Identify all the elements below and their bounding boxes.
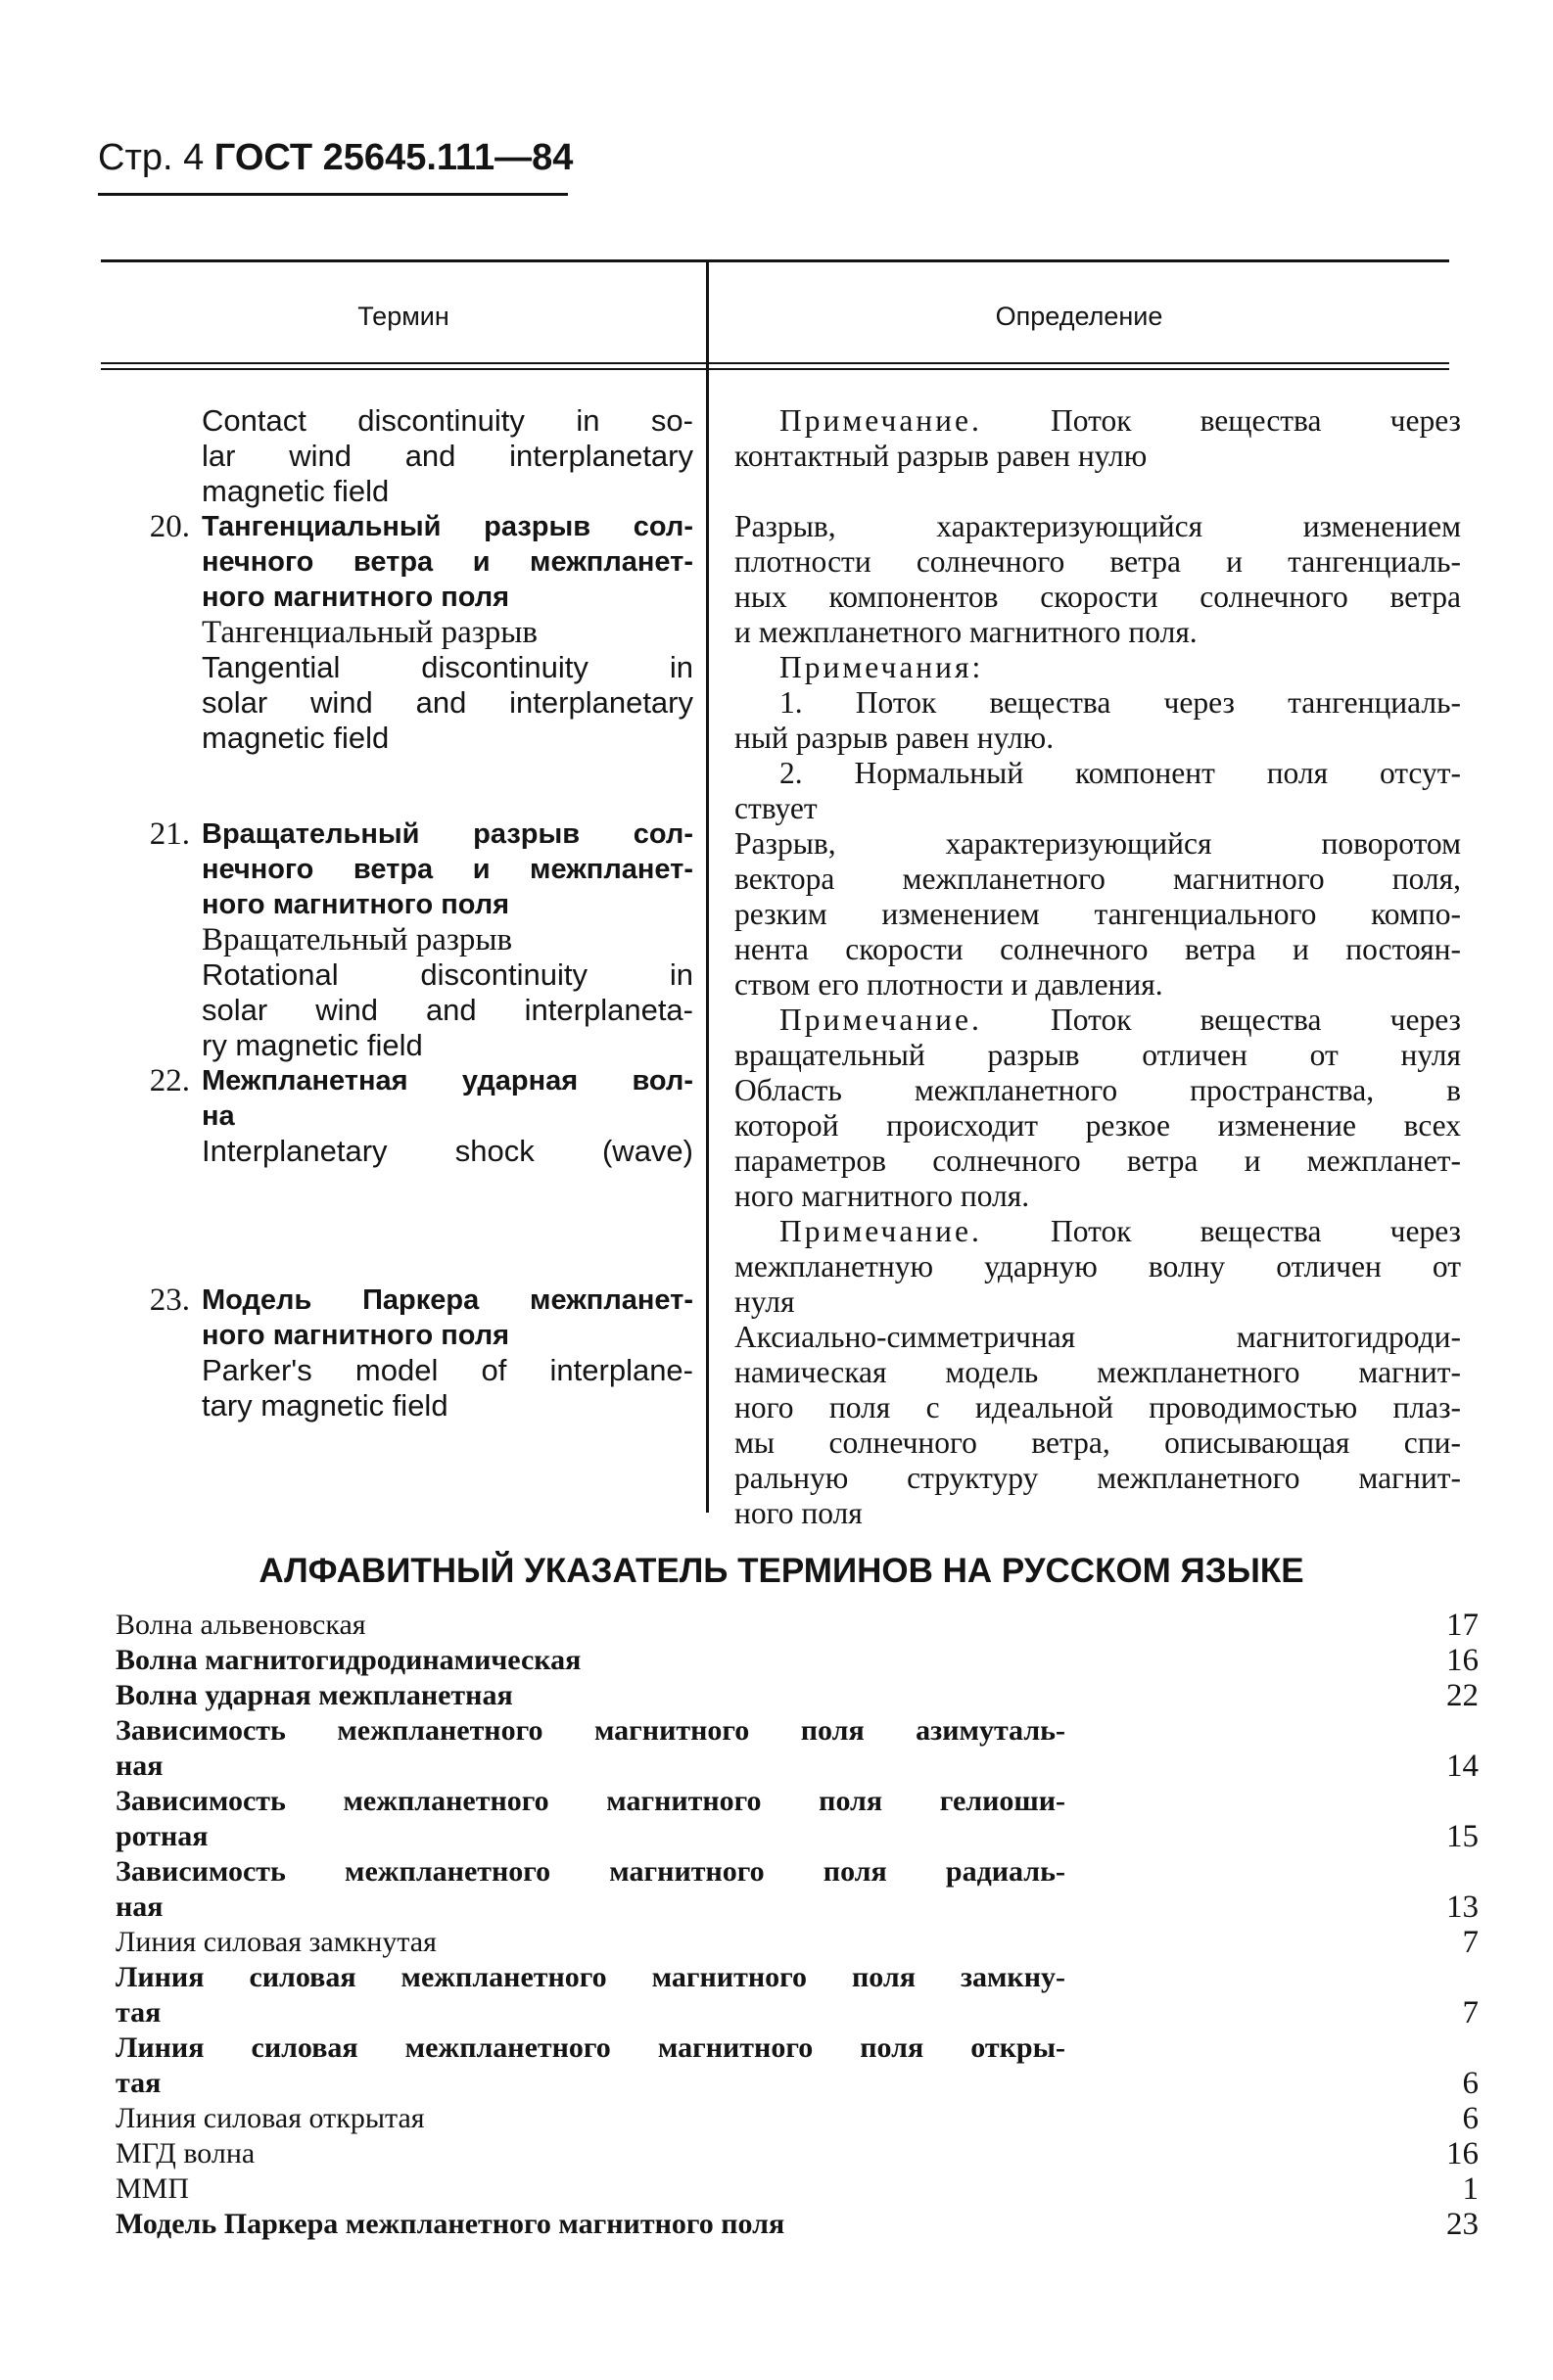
index-item: [116, 2030, 1479, 2101]
index-term-number: 22: [1446, 1678, 1479, 1713]
note-21: Примечание. Поток вещества через вращательный разрыв отличен от нуля: [734, 1003, 1462, 1072]
term-english: magnetic field: [202, 474, 390, 508]
page-header: [98, 137, 574, 196]
index-item: [116, 2136, 1479, 2171]
index-term-line: МГД волна: [116, 2137, 256, 2170]
definition-20: Разрыв, характеризующийся изменением плотности солнечного ветра и тангенциаль- ных компонентов скорости солнечного ветра и межпланетного магнитного поля.: [734, 509, 1461, 649]
index-term-line: ротная: [116, 1820, 209, 1852]
index-term-line: Зависимость межпланетного магнитного поля азимуталь-: [116, 1714, 1065, 1747]
index-term: [116, 2136, 1065, 2171]
index-term-line: Линия силовая межпланетного магнитного поля замкну-: [116, 1961, 1065, 1993]
term-russian: нечного ветра и межпланет-: [202, 854, 693, 885]
table-top-rule: [101, 259, 1449, 262]
index-term-number: 6: [1462, 2066, 1479, 2101]
term-russian: Межпланетная ударная вол-: [202, 1065, 693, 1097]
index-term-line: Волна магнитогидродинамическая: [116, 1644, 582, 1676]
definition-23: Аксиально-симметричная магнитогидроди- намическая модель межпланетного магнит- ного поля с идеальной проводимостью плаз- мы солнечного ветра, описывающая спи- ральную структуру межпланетного магнит- ного поля: [734, 1320, 1461, 1530]
index-term-number: 6: [1462, 2101, 1479, 2136]
index-item: [116, 2171, 1479, 2207]
index-term: [116, 2207, 1065, 2242]
index-term-line: Линия силовая замкнутая: [116, 1926, 437, 1958]
index-term-number: 7: [1462, 1925, 1479, 1960]
term-russian: Вращательный разрыв сол-: [202, 818, 693, 850]
term-synonym: Тангенциальный разрыв: [202, 615, 539, 650]
index-term-line: Волна альвеновская: [116, 1609, 366, 1641]
index-term-number: 7: [1462, 1995, 1479, 2030]
index-term: [116, 2101, 1065, 2136]
term-russian: ного магнитного поля: [202, 582, 510, 613]
column-header-term: Термин: [357, 302, 449, 331]
terms-column: [106, 403, 693, 1423]
index-term: [116, 1960, 1065, 2030]
index-term: [116, 2030, 1065, 2101]
index-item: [116, 1960, 1479, 2030]
index-item: [116, 1713, 1479, 1784]
index-item: [116, 1854, 1479, 1925]
index-term-number: 17: [1446, 1608, 1479, 1643]
index-term-line: ная: [116, 1750, 164, 1782]
term-entry-23: [106, 1283, 693, 1423]
term-english: Parker's model of interplane-: [202, 1353, 693, 1387]
term-russian: на: [202, 1100, 235, 1132]
index-term-number: 16: [1446, 2136, 1479, 2171]
term-entry-21: [106, 817, 693, 1063]
term-entry-20: [106, 509, 693, 756]
index-term-line: Линия силовая открытая: [116, 2102, 425, 2134]
note-text: контактный разрыв равен нулю: [734, 439, 1148, 473]
note-text: Поток вещества через: [1051, 403, 1462, 438]
table-header-rule: [101, 362, 1449, 370]
term-english: lar wind and interplanetary: [202, 439, 693, 473]
term-russian: ного магнитного поля: [202, 1320, 510, 1351]
index-term: [116, 1608, 1065, 1643]
standard-number: ГОСТ 25645.111—84: [213, 137, 574, 178]
term-russian: нечного ветра и межпланет-: [202, 546, 693, 578]
term-number: 20.: [149, 509, 190, 544]
column-header-definition: Определение: [995, 302, 1163, 331]
definitions-column: [734, 403, 1461, 1531]
index-term-line: Зависимость межпланетного магнитного поля гелиоши-: [116, 1785, 1065, 1817]
note-20-1: 1. Поток вещества через тангенциаль- ный разрыв равен нулю.: [734, 685, 1461, 755]
index-term: [116, 1713, 1065, 1784]
index-term-line: Модель Паркера межпланетного магнитного поля: [116, 2208, 785, 2240]
index-term-line: ная: [116, 1890, 164, 1923]
term-russian: Тангенциальный разрыв сол-: [202, 511, 693, 542]
term-russian: ного магнитного поля: [202, 889, 510, 920]
index-term: [116, 1784, 1065, 1854]
index-term-number: 1: [1462, 2171, 1479, 2207]
term-english: Contact discontinuity in so-: [202, 403, 693, 438]
index-term-number: 16: [1446, 1643, 1479, 1678]
term-english: Rotational discontinuity in: [202, 957, 693, 992]
term-english: magnetic field: [202, 721, 390, 755]
index-term: [116, 1643, 1065, 1678]
term-english: Interplanetary shock (wave): [202, 1134, 693, 1168]
index-item: [116, 2207, 1479, 2242]
index-term: [116, 2171, 1065, 2207]
index-item: [116, 1784, 1479, 1854]
index-term-number: 23: [1446, 2207, 1479, 2242]
note-label: Примечание.: [779, 403, 982, 438]
index-term-number: 14: [1446, 1749, 1479, 1784]
term-synonym: Вращательный разрыв: [202, 922, 513, 957]
note-label: Примечание.: [779, 1003, 982, 1037]
index-term-line: тая: [116, 2067, 162, 2099]
term-number: 22.: [149, 1063, 190, 1098]
term-entry-19-continued: [106, 403, 693, 509]
index-term-number: 13: [1446, 1890, 1479, 1925]
term-russian: Модель Паркера межпланет-: [202, 1284, 693, 1316]
index-item: [116, 1925, 1479, 1960]
term-english: ry magnetic field: [202, 1028, 423, 1062]
term-number: 21.: [149, 817, 190, 852]
index-term: [116, 1925, 1065, 1960]
term-english: tary magnetic field: [202, 1388, 448, 1423]
index-item: [116, 1678, 1479, 1713]
index-item: [116, 1643, 1479, 1678]
page-label: Стр. 4: [98, 137, 205, 178]
index-item: [116, 1608, 1479, 1643]
note-22: Примечание. Поток вещества через межпланетную ударную волну отличен от нуля: [734, 1214, 1462, 1319]
note-20-2: 2. Нормальный компонент поля отсут- ствует: [734, 756, 1461, 825]
term-entry-22: [106, 1063, 693, 1169]
index-term-line: тая: [116, 1996, 162, 2029]
index-item: [116, 2101, 1479, 2136]
index-term: [116, 1678, 1065, 1713]
term-english: solar wind and interplanetary: [202, 685, 693, 720]
index-title: АЛФАВИТНЫЙ УКАЗАТЕЛЬ ТЕРМИНОВ НА РУССКОМ ЯЗЫКЕ: [259, 1552, 1304, 1590]
definition-22: Область межпланетного пространства, в которой происходит резкое изменение всех параметров солнечного ветра и межпланет- ного магнитного поля.: [734, 1073, 1461, 1213]
index-term-line: ММП: [116, 2172, 190, 2205]
term-number: 23.: [149, 1283, 190, 1318]
column-divider: [706, 259, 709, 1513]
definition-21: Разрыв, характеризующийся поворотом вектора межпланетного магнитного поля, резким изменением тангенциального компо- нента скорости солнечного ветра и постоян- ством его плотности и давления.: [734, 826, 1461, 1002]
index-list: [116, 1608, 1479, 2242]
notes-20-label: Примечания:: [779, 650, 984, 684]
index-term-line: Волна ударная межпланетная: [116, 1679, 513, 1711]
term-english: solar wind and interplaneta-: [202, 993, 693, 1027]
term-english: Tangential discontinuity in: [202, 650, 693, 684]
index-term-line: Линия силовая межпланетного магнитного поля откры-: [116, 2031, 1065, 2064]
index-term-number: 15: [1446, 1819, 1479, 1854]
note-label: Примечание.: [779, 1214, 982, 1248]
note-19: [734, 403, 1461, 474]
index-term-line: Зависимость межпланетного магнитного поля радиаль-: [116, 1855, 1065, 1888]
index-term: [116, 1854, 1065, 1925]
